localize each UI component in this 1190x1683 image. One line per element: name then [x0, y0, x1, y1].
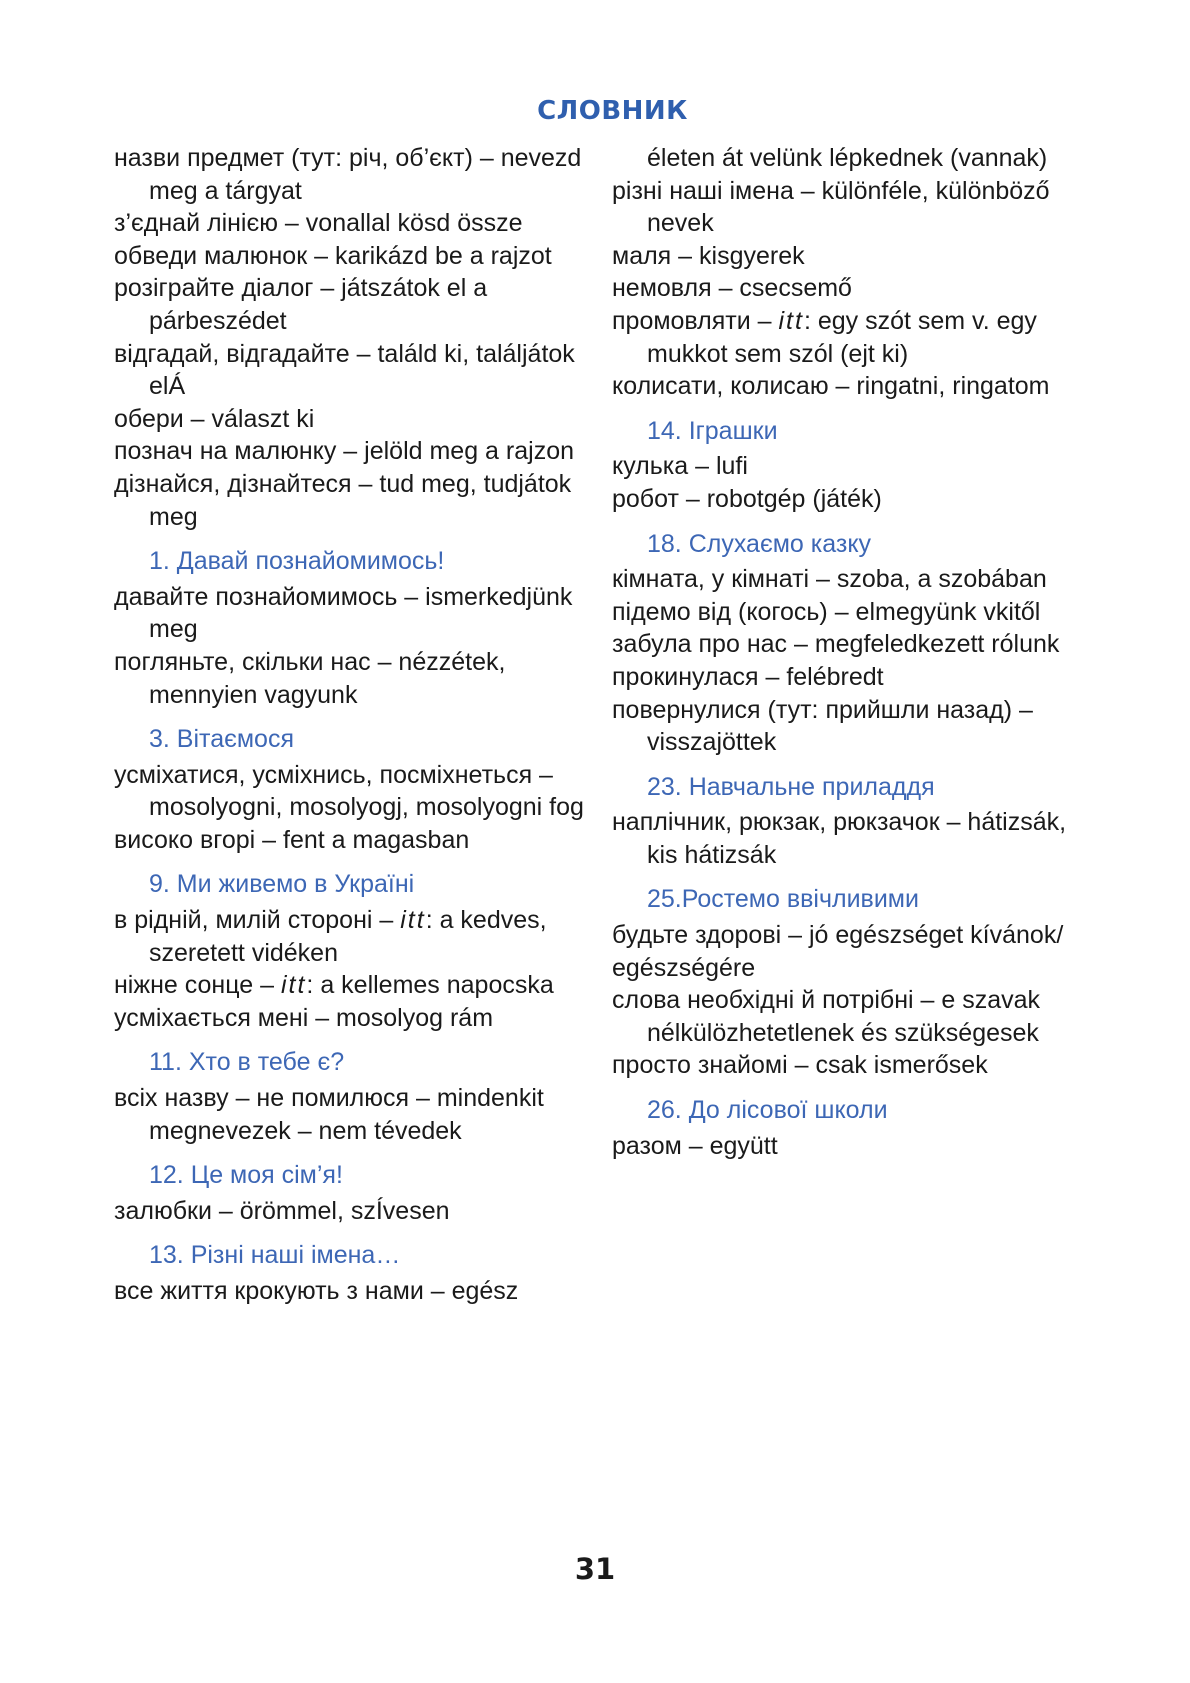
- glossary-entry: відгадай, відгадайте – találd ki, találjátok elÁ: [114, 339, 575, 401]
- section-heading: 26. До лісової школи: [647, 1096, 888, 1125]
- glossary-entry: életen át velünk lépkednek (vannak): [647, 144, 1048, 172]
- glossary-entry: будьте здорові – jó egészséget kívánok/: [612, 921, 1064, 950]
- glossary-entry: обведи малюнок – karikázd be a rajzot: [114, 241, 552, 270]
- glossary-entry: всіх назву – не помилюся – mindenkit megnevezek – nem tévedek: [114, 1084, 544, 1145]
- glossary-entry: з’єднай лінією – vonallal kösd össze: [114, 209, 523, 238]
- glossary-entry: просто знайомі – csak ismerősek: [612, 1051, 988, 1080]
- glossary-entry: наплічник, рюкзак, рюкзачок – hátizsák, kis hátizsák: [612, 808, 1067, 869]
- section-heading: 18. Слухаємо казку: [647, 529, 872, 558]
- section-heading: 13. Різні наші імена…: [149, 1241, 401, 1270]
- entry-text: : a kellemes napocska: [306, 971, 554, 1000]
- glossary-entry: залюбки – örömmel, szÍvesen: [114, 1196, 450, 1225]
- glossary-entry: назви предмет (тут: річ, об’єкт) – nevezd meg a tárgyat: [114, 144, 582, 205]
- section-heading: 9. Ми живемо в Україні: [149, 870, 415, 899]
- glossary-entry: [612, 305, 1102, 370]
- glossary-entry: кімната, у кімнаті – szoba, a szobában: [612, 565, 1047, 594]
- section-heading: 25.Ростемо ввічливими: [647, 885, 919, 914]
- section-heading: 12. Це моя сім’я!: [149, 1161, 343, 1190]
- glossary-entry: дізнайся, дізнайтеся – tud meg, tudjátok meg: [114, 469, 572, 531]
- glossary-entry: [114, 904, 584, 969]
- glossary-entry: високо вгорі – fent a magasban: [114, 825, 470, 854]
- glossary-entry: обери – választ ki: [114, 404, 315, 433]
- entry-italic-note: itt: [400, 906, 426, 935]
- entry-text: : a kedves, szeretett vidéken: [149, 906, 547, 967]
- entry-italic-note: itt: [280, 971, 307, 1000]
- glossary-entry: egészségére: [612, 953, 756, 982]
- entry-text: : egy szót sem v. egy mukkot sem szól (ejt ki): [647, 306, 1037, 368]
- section-heading: 11. Хто в тебе є?: [149, 1048, 345, 1077]
- glossary-entry: кулька – lufi: [612, 452, 748, 481]
- glossary-entry: розіграйте діалог – játszátok el a párbeszédet: [114, 274, 488, 335]
- glossary-entry: давайте познайомимось – ismerkedjünk meg: [114, 582, 573, 644]
- entry-text: ніжне сонце –: [114, 971, 281, 1000]
- glossary-entry: разом – együtt: [612, 1131, 778, 1160]
- entry-italic-note: itt: [778, 306, 804, 335]
- section-heading: 23. Навчальне приладдя: [647, 772, 935, 801]
- glossary-entry: повернулися (тут: прийшли назад) – visszajöttek: [612, 695, 1033, 757]
- glossary-entry: немовля – csecsemő: [612, 274, 852, 303]
- glossary-entry: підемо від (когось) – elmegyünk vkitől: [612, 597, 1041, 626]
- glossary-entry: маля – kisgyerek: [612, 241, 805, 270]
- entry-text: в рідній, милій стороні –: [114, 906, 401, 935]
- left-column: [114, 142, 584, 1308]
- glossary-entry: познач на малюнку – jelöld meg a rajzon: [114, 437, 574, 466]
- glossary-entry: робот – robotgép (játék): [612, 484, 882, 513]
- section-heading: 3. Вітаємося: [149, 725, 294, 754]
- glossary-entry: різні наші імена – különféle, különböző nevek: [612, 176, 1050, 238]
- glossary-entry: [114, 969, 584, 1002]
- section-heading: 1. Давай познайомимось!: [149, 547, 445, 576]
- glossary-entry: слова необхідні й потрібні – e szavak nélkülözhetetlenek és szükségesek: [612, 986, 1041, 1047]
- glossary-entry: усміхатися, усміхнись, посміхнеться – mosolyogni, mosolyogj, mosolyogni fog: [114, 760, 584, 822]
- glossary-entry: усміхається мені – mosolyog rám: [114, 1003, 494, 1032]
- glossary-entry: забула про нас – megfeledkezett rólunk: [612, 630, 1060, 659]
- glossary-entry: колисати, колисаю – ringatni, ringatom: [612, 372, 1050, 401]
- section-heading: 14. Іграшки: [647, 416, 778, 445]
- entry-text: промовляти –: [612, 306, 779, 335]
- page-number: 31: [574, 1552, 616, 1586]
- glossary-entry: все життя крокують з нами – egész: [114, 1277, 519, 1305]
- glossary-entry: прокинулася – felébredt: [612, 662, 884, 691]
- page-title: СЛОВНИК: [537, 96, 688, 126]
- right-column: [612, 142, 1102, 1162]
- glossary-entry: погляньте, скільки нас – nézzétek, mennyien vagyunk: [114, 647, 506, 709]
